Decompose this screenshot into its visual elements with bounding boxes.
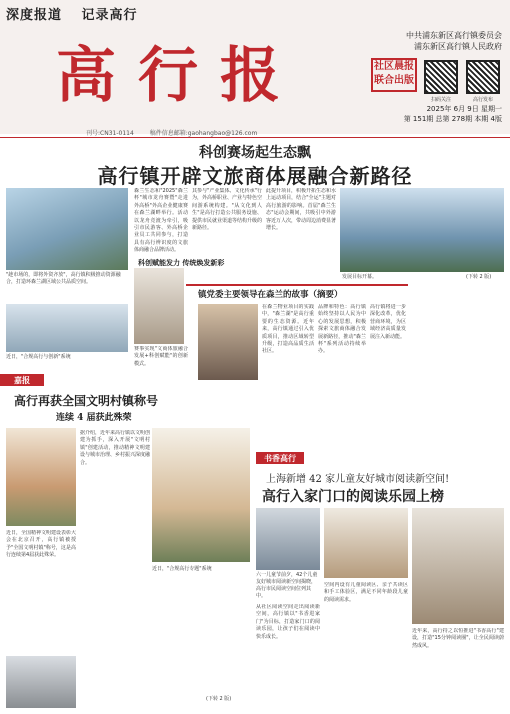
city-photo xyxy=(152,428,250,562)
photo-caption: "趁市场的，即将外资齐放"，高行镇积极推动资源融合，打造环森兰湖区域公共品质空间。 xyxy=(6,272,121,285)
qr-code-icon[interactable] xyxy=(424,60,458,94)
section-tag: 嘉报 xyxy=(0,374,44,386)
publication-bar xyxy=(0,128,510,138)
turn-note: (下转 2 版) xyxy=(466,274,492,280)
stage-photo xyxy=(134,268,184,344)
interview-column: 在森兰物业项目的实践中，"森兰湖"是高行重要的生态资源。近年来，高行镇通过引入优质项目，推动区域转型升级，打造高品质生活社区。 xyxy=(262,304,314,355)
children-reading-photo xyxy=(324,508,408,578)
article-column: 近日，全国精神文明建设表彰大会在北京召开，高行镇被授予"全国文明村镇"称号，这是高行连续第4届获此殊荣。 xyxy=(6,530,76,559)
article-column: 发展目标开幕。 xyxy=(342,274,378,280)
section-tag: 书香高行 xyxy=(256,452,304,464)
qr-label: 扫码关注 xyxy=(430,97,451,103)
kicker-label: 记录高行 xyxy=(81,8,138,23)
article-subtitle: 科创赛场起生态飘 xyxy=(199,145,311,161)
contact-email[interactable]: 稿件信息邮箱:gaohangbao@126.com xyxy=(149,130,258,137)
kicker-label: 深度报道 xyxy=(6,8,63,23)
garden-photo xyxy=(6,428,76,526)
org-name: 浦东新区高行镇人民政府 xyxy=(414,42,502,51)
qr-code-icon[interactable] xyxy=(466,60,500,94)
photo-caption: 近日，"合规高行与创新"系统 xyxy=(6,354,71,360)
official-portrait xyxy=(198,304,258,380)
office-photo xyxy=(6,656,76,708)
article-subtitle: 连续 4 届获此殊荣 xyxy=(56,413,132,423)
article-column: 此提升项目，积极开拓生态和水上运动项目，结合"全运"主题对高行旅游的影响。首届"森兰生态"运动会期间，共吸引中外游客近万人次，带动周边消费显著增长。 xyxy=(266,188,336,232)
seal-line: 社区晨报 xyxy=(374,61,414,72)
article-column: 据介绍，近年来高行镇以文明创建为抓手，深入开展"文明村镇"创建活动，推动精神文明建设与城市治理、乡村振兴深度融合。 xyxy=(80,430,150,466)
issue-info xyxy=(404,104,502,124)
newspaper-logo: 高行报 xyxy=(56,41,302,111)
publisher-orgs xyxy=(406,30,502,52)
interview-column: 品牌和特色：高行镇始终坚持以人民为中心的发展思想，积极探索文旅商体融合发展新路径，推动"森兰杯"系列活动持续举办。 xyxy=(318,304,366,355)
article-subtitle: 上海新增 42 家儿童友好城市阅读新空间! xyxy=(266,474,450,485)
interview-title[interactable]: 镇党委主要领导在森兰的故事（摘要） xyxy=(198,290,343,300)
turn-note: (下转 2 版) xyxy=(206,696,232,702)
photo-caption: 六一儿童节前夕，42个儿童友好城市阅读新空间揭晓，高行市民阅读空间位列其中。 xyxy=(256,572,318,599)
event-photo xyxy=(6,188,128,270)
issue-date: 2025年 6月 9日 星期一 xyxy=(426,105,502,113)
community-seal xyxy=(371,58,417,92)
photo-caption: 赛事实现"文商体旅融合发展+科创赋能"的创新模式。 xyxy=(134,346,188,367)
photo-caption: 近日，"合规高行专题"系统 xyxy=(152,566,212,572)
dragon-boat-photo xyxy=(340,188,504,272)
lake-photo xyxy=(6,304,128,352)
library-photo xyxy=(412,508,504,624)
issn: 刊号:CN31-0114 xyxy=(86,130,134,137)
seal-line: 联合出版 xyxy=(374,75,414,86)
article-column: 近年来，高行持之以恒推进"书香高行"建设，打造"15分钟阅读圈"，让全民阅读蔚然成风。 xyxy=(412,628,504,649)
masthead-kicker xyxy=(6,4,152,23)
reading-room-photo xyxy=(256,508,320,570)
article-title[interactable]: 高行再获全国文明村镇称号 xyxy=(14,394,159,408)
article-title[interactable]: 高行镇开辟文旅商体展融合新路径 xyxy=(97,164,413,188)
section-subhead: 科创赋能发力 传统焕发新彩 xyxy=(138,258,225,267)
article-column: 空间内设有儿童阅读区、亲子共读区和手工体验区，满足不同年龄段儿童的阅读需求。 xyxy=(324,582,408,603)
article-column: 从社区阅读空间走出阅读新空间，高行镇以"书香进家门"为目标，打造家门口的阅读乐园，让孩子们在阅读中快乐成长。 xyxy=(256,604,320,640)
interview-column: 高行镇将进一步深化改革，优化营商环境，为区域经济高质量发展注入新动能。 xyxy=(370,304,406,340)
issue-number: 第 151期 总第 278期 本期 4版 xyxy=(403,115,502,123)
article-column: 其参与"产业集体、文化传承"行为，外高桥职业、产业与特色空间游系统构建。"从文化到人生"是高行打造公共服务设施、提供市民就业渠道等结构升级的新路径。 xyxy=(192,188,262,232)
qr-label: 高行发布 xyxy=(472,97,493,103)
article-title[interactable]: 高行入家门口的阅读乐园上榜 xyxy=(262,489,444,505)
org-name: 中共浦东新区高行镇委员会 xyxy=(406,31,502,40)
article-column: 森兰生态和"2025"森兰杯"城市龙舟赛暨"走进外高桥"外高企业健康赛在森兰湖畔举行。活动以龙舟竞渡为牵引，吸引市民游客、外高桥企业员工共同参与，打造具有高行辨识度的文旅体商融合品牌活动。 xyxy=(134,188,188,254)
